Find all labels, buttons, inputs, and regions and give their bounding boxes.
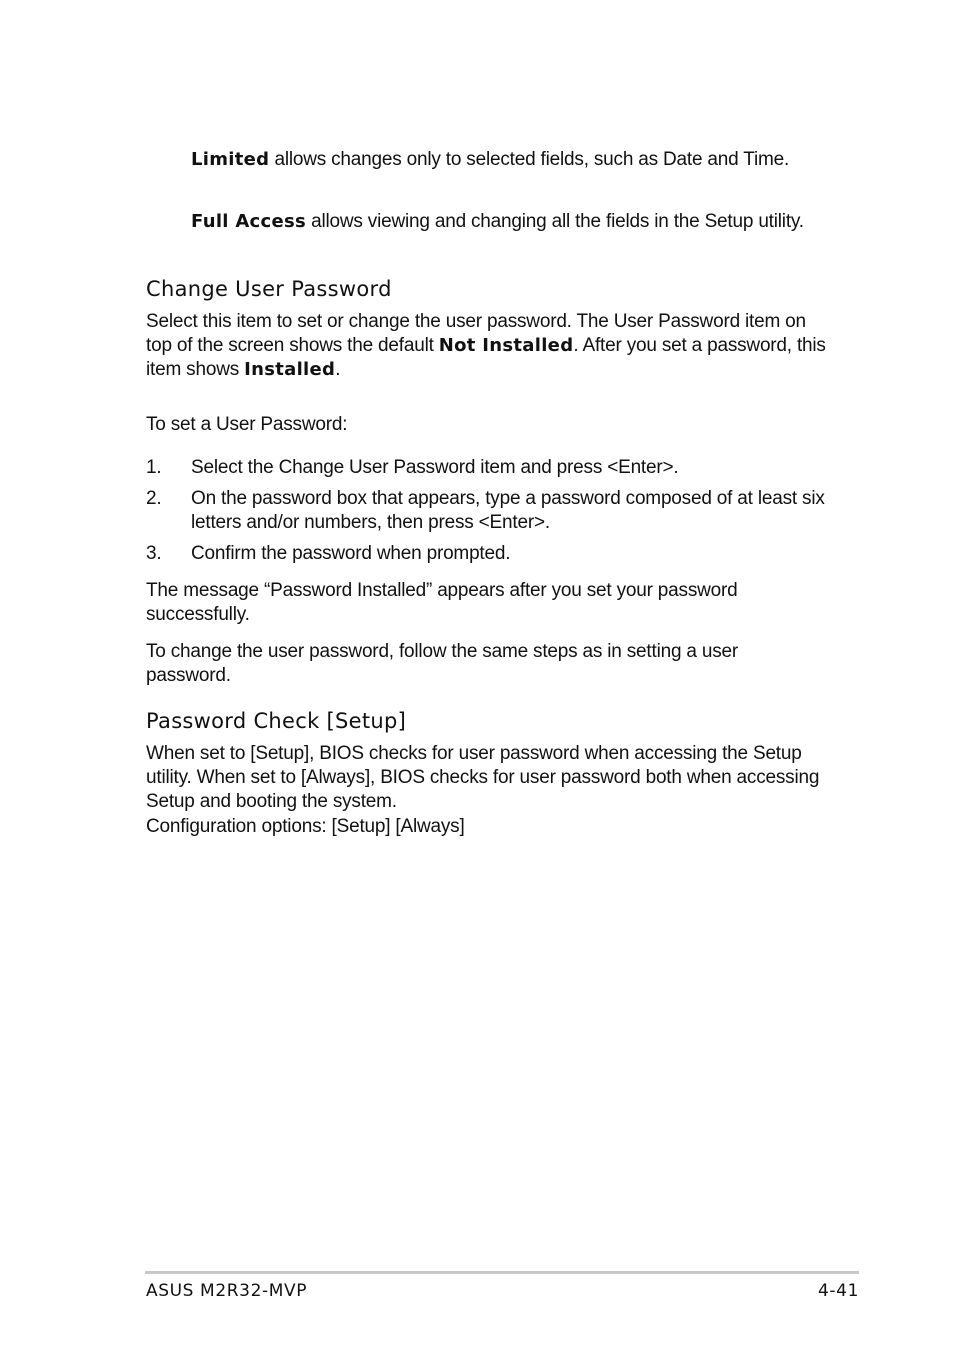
step-text: Select the Change User Password item and press <Enter>.	[191, 457, 679, 478]
full-access-option-paragraph	[191, 210, 831, 234]
installed-term: Installed	[244, 359, 336, 380]
password-installed-message: The message “Password Installed” appears after you set your password successfully.	[146, 580, 738, 625]
password-check-description: When set to [Setup], BIOS checks for user password when accessing the Setup utility. When set to [Always], BIOS checks for user password both when accessing Setup and booting the system.	[146, 743, 820, 812]
configuration-options: Configuration options: [Setup] [Always]	[146, 816, 465, 837]
step-number: 3.	[146, 543, 162, 564]
footer-product-name: ASUS M2R32-MVP	[146, 1281, 308, 1301]
step-text: On the password box that appears, type a password composed of at least six letters and/or numbers, then press <Enter>.	[191, 488, 825, 533]
full-access-description: allows viewing and changing all the fields in the Setup utility.	[306, 211, 804, 232]
not-installed-term: Not Installed	[438, 335, 574, 356]
change-user-password-heading: Change User Password	[146, 277, 392, 301]
limited-option-paragraph	[191, 148, 831, 172]
step-number: 1.	[146, 457, 162, 478]
change-password-instructions: To change the user password, follow the same steps as in setting a user password.	[146, 641, 739, 686]
full-access-term: Full Access	[191, 211, 307, 232]
limited-description: allows changes only to selected fields, such as Date and Time.	[269, 149, 790, 170]
steps-lead: To set a User Password:	[146, 414, 348, 435]
intro-text-1: Select this item to set or change the user password. The User Password item on top of the screen shows the default	[146, 311, 806, 356]
step-number: 2.	[146, 488, 162, 509]
footer-divider	[145, 1271, 859, 1274]
intro-text-2: . After you set a password, this item shows	[146, 335, 826, 380]
intro-text-3: .	[335, 359, 341, 380]
change-user-password-intro	[146, 310, 826, 382]
step-text: Confirm the password when prompted.	[191, 543, 511, 564]
footer-page-number: 4-41	[818, 1281, 859, 1301]
limited-term: Limited	[191, 149, 270, 170]
password-check-heading: Password Check [Setup]	[146, 709, 407, 733]
